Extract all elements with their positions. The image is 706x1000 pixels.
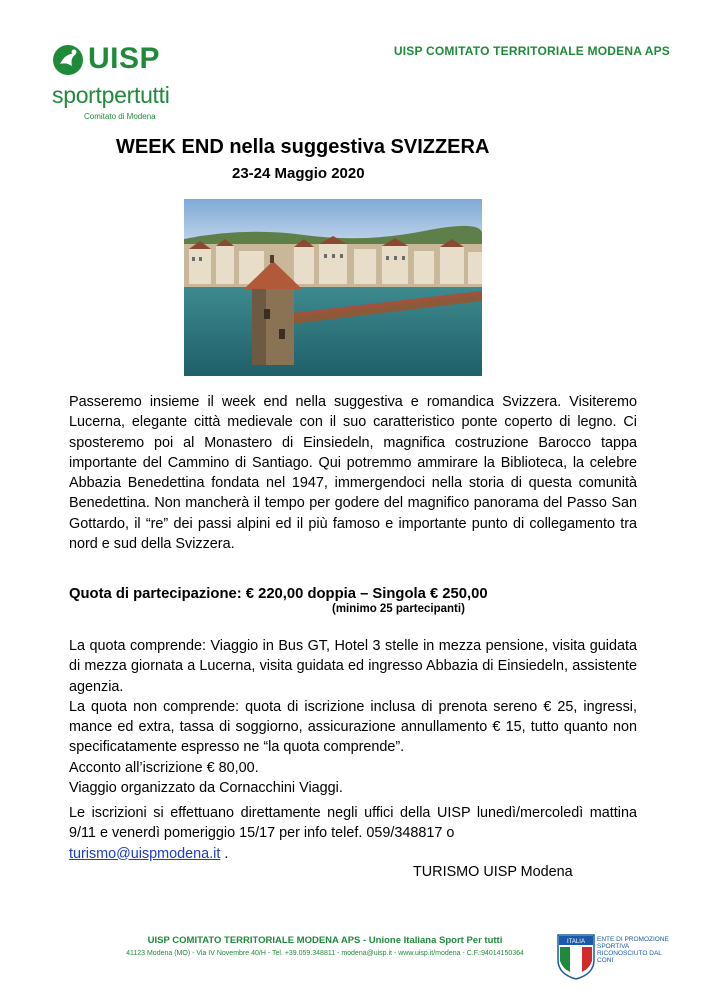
details-block: [69, 636, 637, 798]
price-minimum: (minimo 25 partecipanti): [332, 603, 465, 615]
uisp-runner-logo-icon: [52, 44, 84, 76]
signature: TURISMO UISP Modena: [413, 864, 573, 880]
event-title: WEEK END nella suggestiva SVIZZERA: [116, 136, 490, 158]
logo-brand: UISP: [88, 42, 161, 75]
email-link[interactable]: turismo@uispmodena.it: [69, 845, 221, 862]
event-dates: 23-24 Maggio 2020: [232, 165, 365, 182]
footer-contact-line: 41123 Modena (MO) - Via IV Novembre 40/H - Tel. +39.059.348811 - modena@uisp.it - www.uisp.it/modena - C.F.:94014150364: [126, 950, 524, 957]
coni-badge: [557, 934, 672, 980]
description-paragraph: Passeremo insieme il week end nella suggestiva e romandica Svizzera. Visiteremo Lucerna, elegante città medievale con il suo caratteristico ponte coperto di legno. Ci sposteremo poi al Monastero di Einsiedeln, magnifica costruzione Barocco tappa importante del Cammino di Santiago. Qui potremmo ammirare la Biblioteca, la celebre Abbazia Benedettina fondata nel 1947, immergendoci nella storia di questa comunità Benedettina. Non mancherà il tempo per godere del magnifico panorama del Passo San Gottardo, il “re” dei passi alpini ed il più famoso e importante punto di collegamento tra nord e sud della Svizzera.: [69, 394, 637, 553]
italia-shield-icon: [557, 934, 595, 980]
registration-text: Le iscrizioni si effettuano direttamente negli uffici della UISP lunedì/mercoledì mattina 9/11 e venerdì pomeriggio 15/17 per info telef. 059/348817 o: [69, 805, 637, 842]
footer-org-line: UISP COMITATO TERRITORIALE MODENA APS - Unione Italiana Sport Per tutti: [147, 935, 503, 946]
uisp-logo: [52, 40, 202, 125]
excludes-text: La quota non comprende: quota di iscrizione inclusa di prenota sereno € 25, ingressi, mance ed extra, tassa di soggiorno, assicurazione annullamento € 15, tutto quanto non specificatamente espresso ne “la quota comprende”.: [69, 698, 637, 756]
registration-paragraph: [69, 803, 637, 864]
header-org: UISP COMITATO TERRITORIALE MODENA APS: [393, 44, 670, 58]
lucerne-chapel-bridge-image: [184, 199, 482, 376]
includes-text: La quota comprende: Viaggio in Bus GT, Hotel 3 stelle in mezza pensione, visita guidata di mezza giornata a Lucerna, visita guidata ed ingresso Abbazia di Einsiedeln, assistente agenzia.: [69, 638, 637, 695]
coni-text: ENTE DI PROMOZIONE SPORTIVA RICONOSCIUTO DAL CONI: [597, 936, 669, 964]
organizer-text: Viaggio organizzato da Cornacchini Viaggi.: [69, 780, 343, 797]
shield-country: ITALIA: [567, 939, 585, 945]
price-line: Quota di partecipazione: € 220,00 doppia – Singola € 250,00: [69, 586, 488, 602]
lucerne-photo: [184, 199, 482, 376]
logo-committee: Comitato di Modena: [84, 112, 156, 121]
registration-suffix: .: [220, 845, 229, 862]
logo-tagline: sportpertutti: [52, 82, 170, 108]
deposit-text: Acconto all’iscrizione € 80,00.: [69, 759, 259, 776]
